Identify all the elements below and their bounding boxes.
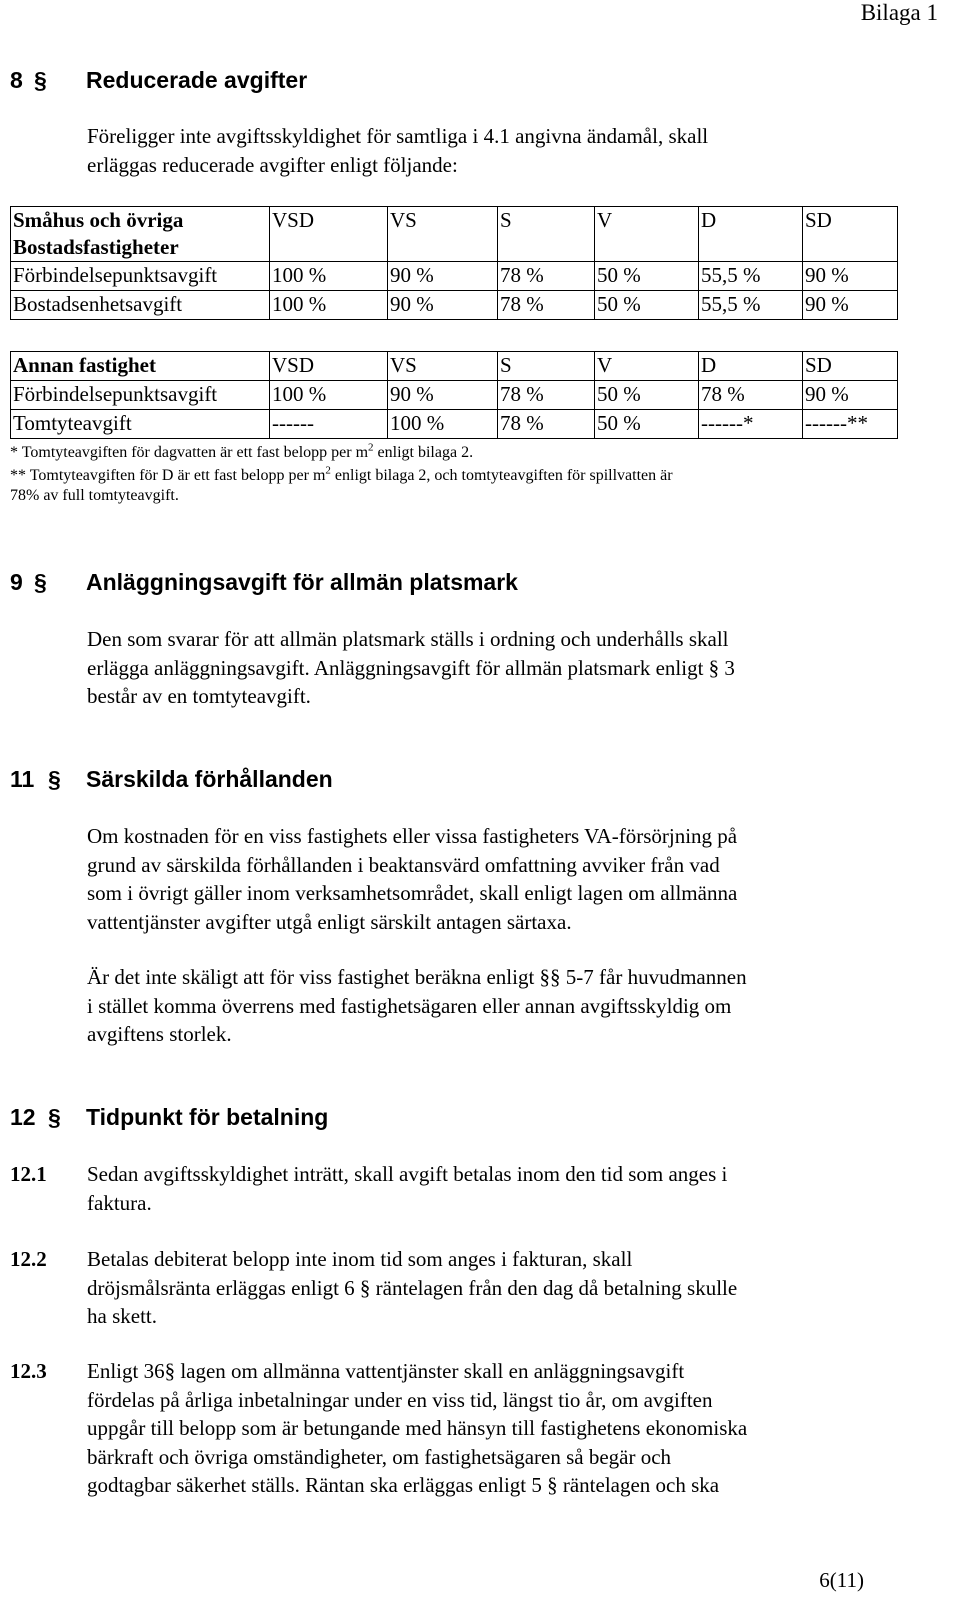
section-title: Särskilda förhållanden [86,766,333,792]
section-11-heading [10,765,710,793]
section-11-paragraph-1 [87,822,937,936]
table-header-row [11,352,898,381]
table-cell: 90 % [803,262,898,291]
table-header-cell: VSD [270,207,388,262]
table-cell: 100 % [270,262,388,291]
table-cell: 78 % [498,410,595,439]
section-title: Reducerade avgifter [86,67,308,93]
table-cell: 90 % [388,381,498,410]
footnote-continuation: 78% av full tomtyteavgift. [10,487,179,504]
table-cell: ------ [270,410,388,439]
subsection-12-1 [0,1160,960,1220]
text-line: dröjsmålsränta erläggas enligt 6 § räntelagen från den dag då betalning skulle [87,1275,738,1300]
section-8-heading [10,66,710,94]
table-header-cell: S [498,207,595,262]
subsection-text [87,1357,937,1500]
paragraph-symbol: § [48,1104,61,1130]
table-cell: Tomtyteavgift [11,410,270,439]
section-number: 11 [10,766,35,792]
table-cell: 90 % [388,291,498,320]
page-header-label: Bilaga 1 [860,0,938,25]
text-line: godtagbar säkerhet ställs. Räntan ska erläggas enligt 5 § räntelagen och ska [87,1473,720,1497]
text-line: i stället komma överrens med fastighetsägaren eller annan avgiftsskyldig om [87,993,732,1018]
table-cell: 100 % [270,381,388,410]
table-header-cell: V [595,207,699,262]
subsection-text [87,1245,937,1331]
table-cell: ------* [699,410,803,439]
table-header-cell: Småhus och övriga Bostadsfastigheter [11,207,270,262]
section-11-paragraph-2 [87,963,937,1049]
section-number: 12 [10,1104,36,1130]
table-cell: Förbindelsepunktsavgift [11,381,270,410]
table-header-cell: Annan fastighet [11,352,270,381]
paragraph-symbol: § [48,766,61,792]
text-line: bärkraft och övriga omständigheter, om fastighetsägaren så begär och [87,1444,672,1469]
text-line: fördelas på årliga inbetalningar under en viss tid, längst tio år, om avgiften [87,1387,713,1412]
table-cell: 90 % [803,381,898,410]
table-cell: 50 % [595,291,699,320]
section-8-intro [87,122,937,179]
subsection-12-2 [0,1245,960,1335]
subsection-text [87,1160,877,1217]
table-row [11,291,898,320]
text-line: grund av särskilda förhållanden i beaktansvärd omfattning avviker från vad [87,852,720,877]
subsection-number: 12.1 [10,1162,47,1186]
table-cell: Bostadsenhetsavgift [11,291,270,320]
table-header-cell: S [498,352,595,381]
text-line: Är det inte skäligt att för viss fastighet beräkna enligt §§ 5-7 får huvudmannen [87,965,747,989]
subsection-number: 12.2 [10,1247,47,1271]
text-line: erläggas reducerade avgifter enligt följande: [87,152,458,177]
table-header-cell: VS [388,352,498,381]
text-line: Föreligger inte avgiftsskyldighet för samtliga i 4.1 angivna ändamål, skall [87,124,709,148]
table-cell: 100 % [388,410,498,439]
table-header-cell: D [699,207,803,262]
table-cell: 78 % [699,381,803,410]
table-cell: 50 % [595,410,699,439]
text-line: består av en tomtyteavgift. [87,684,311,708]
table-cell: 50 % [595,381,699,410]
table-header-cell: SD [803,352,898,381]
text-line: som i övrigt gäller inom verksamhetsområdet, skall enligt lagen om allmänna [87,881,738,905]
table-row [11,410,898,439]
section-9-heading [10,568,710,596]
table-cell: 90 % [803,291,898,320]
subsection-number: 12.3 [10,1359,47,1383]
section-9-body [87,625,937,711]
text-line: Om kostnaden för en viss fastighets eller vissa fastigheters VA-försörjning på [87,824,738,848]
table-header-cell: V [595,352,699,381]
section-number: 9 [10,569,23,595]
paragraph-symbol: § [34,67,47,93]
table-row [11,381,898,410]
text-line: avgiftens storlek. [87,1022,232,1046]
table-cell: 55,5 % [699,262,803,291]
text-line: ha skett. [87,1304,157,1328]
table-cell: Förbindelsepunktsavgift [11,262,270,291]
text-line: uppgår till belopp som är betungande med hänsyn till fastighetens ekonomiska [87,1416,748,1440]
table-cell: 100 % [270,291,388,320]
table-cell: 50 % [595,262,699,291]
section-12-heading [10,1103,710,1131]
text-line: Betalas debiterat belopp inte inom tid som anges i fakturan, skall [87,1247,633,1271]
table-cell: 78 % [498,381,595,410]
text-line: vattentjänster avgifter utgå enligt särskilt antagen särtaxa. [87,909,572,934]
table-cell: 55,5 % [699,291,803,320]
table-header-cell: D [699,352,803,381]
table-cell: 90 % [388,262,498,291]
table-cell: 78 % [498,262,595,291]
text-line: Sedan avgiftsskyldighet inträtt, skall avgift betalas inom den tid som anges i [87,1162,728,1186]
fee-table-annan-fastighet [10,351,898,439]
table-header-cell: VS [388,207,498,262]
table-cell: 78 % [498,291,595,320]
table-cell: ------** [803,410,898,439]
section-number: 8 [10,67,23,93]
page-number: 6(11) [819,1568,864,1592]
text-line: faktura. [87,1190,152,1215]
table-header-cell: SD [803,207,898,262]
text-line: Enligt 36§ lagen om allmänna vattentjänster skall en anläggningsavgift [87,1359,685,1383]
table-footnotes [10,443,890,506]
table-header-cell: VSD [270,352,388,381]
text-line: Den som svarar för att allmän platsmark ställs i ordning och underhålls skall [87,627,729,651]
table-row [11,262,898,291]
table-header-row [11,207,898,262]
fee-table-smahus [10,206,898,320]
text-line: erlägga anläggningsavgift. Anläggningsavgift för allmän platsmark enligt § 3 [87,655,735,680]
paragraph-symbol: § [34,569,47,595]
subsection-12-3 [0,1357,960,1507]
footnote: ** Tomtyteavgiften för D är ett fast belopp per $m^2$ enligt bilaga 2, och tomtyteavgiften för spillvatten är [10,464,673,484]
section-title: Anläggningsavgift för allmän platsmark [86,569,518,595]
section-title: Tidpunkt för betalning [86,1104,329,1130]
footnote: * Tomtyteavgiften för dagvatten är ett fast belopp per $m^2$ enligt bilaga 2. [10,441,474,461]
